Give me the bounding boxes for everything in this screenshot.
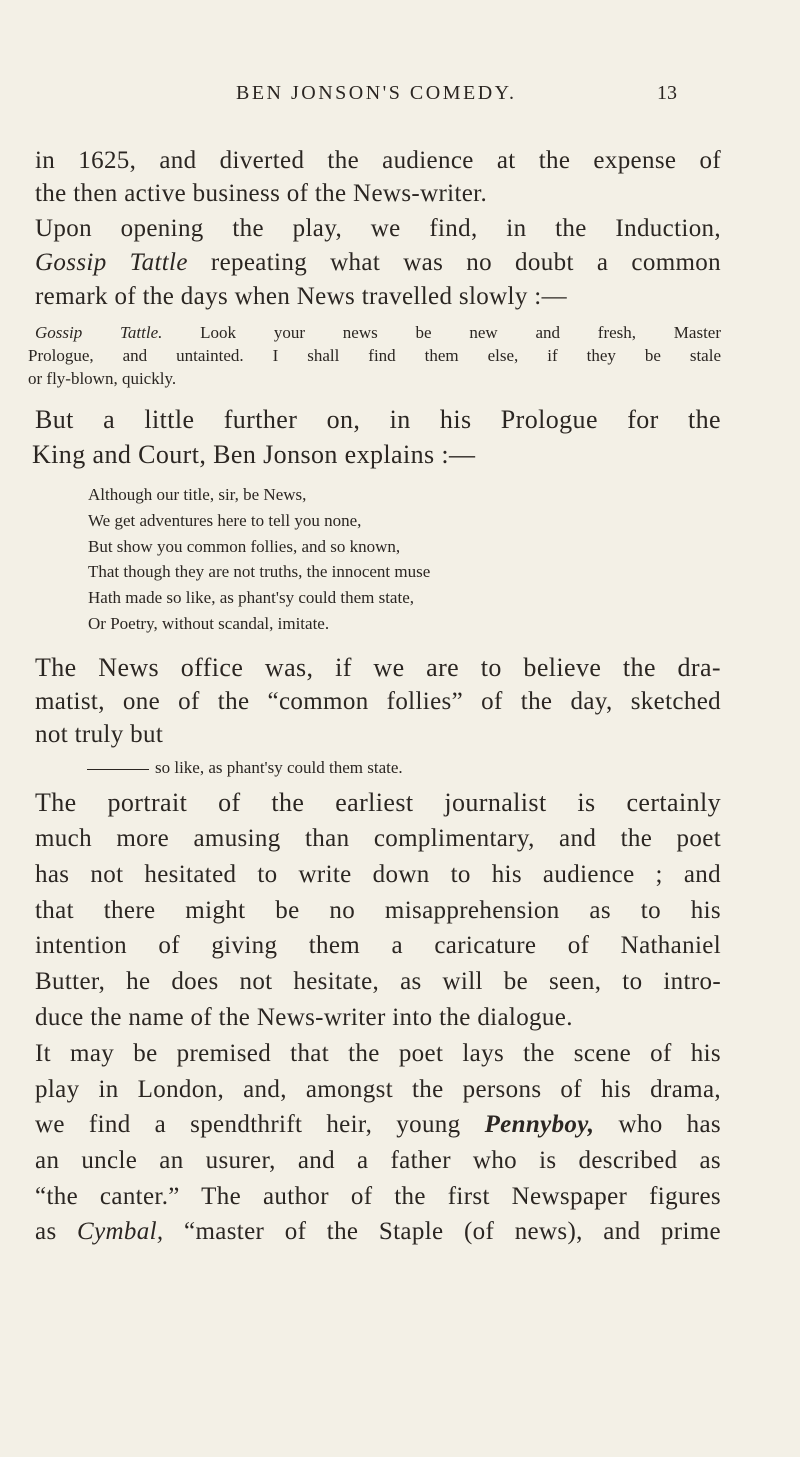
text-line (35, 1109, 721, 1141)
quote-line (35, 322, 721, 344)
speaker-name: Gossip Tattle. (35, 323, 163, 342)
text-line: in 1625, and diverted the audience at the expense of (35, 147, 721, 174)
page-number: 13 (657, 82, 677, 104)
text-line: The News office was, if we are to believe the dra- (35, 653, 721, 682)
text-line: But a little further on, in his Prologue for the (35, 405, 721, 434)
quote-line: Prologue, and untainted. I shall find them else, if they be stale (28, 346, 721, 365)
text-line (35, 247, 721, 279)
verse-line: But show you common follies, and so known, (88, 537, 401, 556)
verse-line: We get adventures here to tell you none, (88, 511, 362, 530)
text-line: has not hesitated to write down to his audience ; and (35, 861, 721, 888)
running-title: BEN JONSON'S COMEDY. (236, 82, 517, 104)
quote-line: or fly-blown, quickly. (28, 369, 177, 388)
text-line: not truly but (35, 721, 164, 748)
text-span: we find a spendthrift heir, young (35, 1111, 485, 1138)
text-line: “the canter.” The author of the first Newspaper figures (35, 1183, 721, 1210)
text-span: as (35, 1218, 78, 1245)
dash-rule (87, 769, 149, 770)
text-span: Look your news be new and fresh, Master (162, 323, 722, 342)
text-span: “master of the Staple (of news), and prime (163, 1218, 721, 1245)
text-line: play in London, and, amongst the persons of his drama, (35, 1076, 721, 1103)
text-line: that there might be no misapprehension as to his (35, 897, 721, 924)
text-line: Butter, he does not hesitate, as will be seen, to intro- (35, 968, 721, 995)
quote-line (87, 757, 773, 779)
text-span: who has (594, 1111, 721, 1138)
running-head (0, 82, 800, 112)
verse-line: That though they are not truths, the innocent muse (88, 562, 431, 581)
text-line: intention of giving them a caricature of Nathaniel (35, 932, 721, 959)
text-line: much more amusing than complimentary, and the poet (35, 825, 721, 852)
text-line (35, 1216, 721, 1248)
text-line: remark of the days when News travelled slowly :— (35, 283, 567, 310)
text-span: so like, as phant'sy could them state. (155, 758, 403, 777)
verse-line: Hath made so like, as phant'sy could them state, (88, 588, 414, 607)
text-line: King and Court, Ben Jonson explains :— (32, 440, 476, 469)
text-line: the then active business of the News-writer. (35, 180, 488, 207)
character-name: Pennyboy, (484, 1111, 595, 1138)
text-span: repeating what was no doubt a common (187, 249, 721, 276)
text-line: duce the name of the News-writer into the dialogue. (35, 1004, 573, 1031)
verse-line: Or Poetry, without scandal, imitate. (88, 614, 330, 633)
character-name: Gossip Tattle (35, 249, 188, 276)
verse-line: Although our title, sir, be News, (88, 485, 307, 504)
text-line: matist, one of the “common follies” of the day, sketched (35, 688, 721, 715)
text-line: Upon opening the play, we find, in the Induction, (35, 215, 721, 242)
text-line: It may be premised that the poet lays the scene of his (35, 1040, 721, 1067)
text-line: The portrait of the earliest journalist is certainly (35, 788, 721, 817)
character-name: Cymbal, (77, 1218, 164, 1245)
text-line: an uncle an usurer, and a father who is described as (35, 1147, 721, 1174)
